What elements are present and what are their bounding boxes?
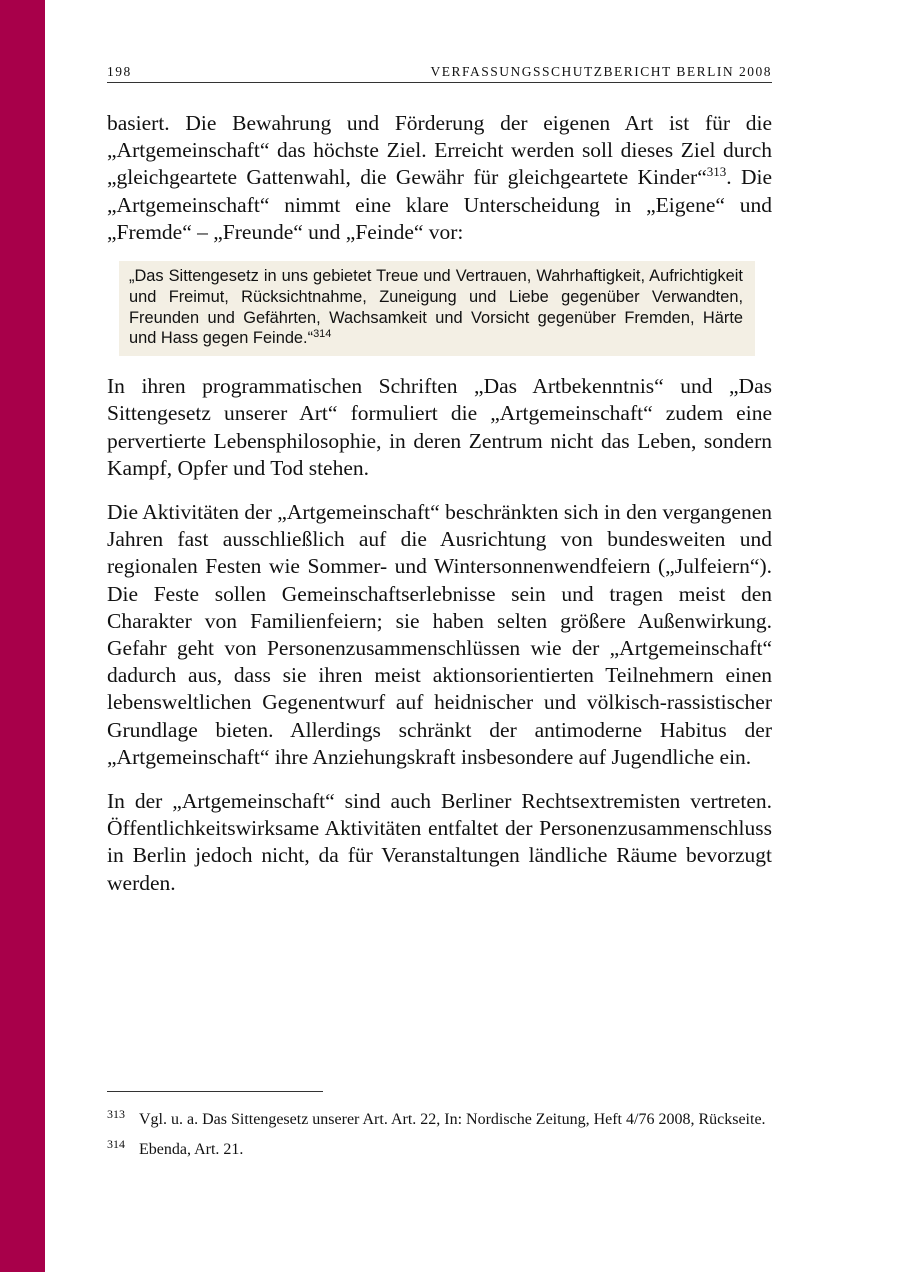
footnote-reference-313: 313: [706, 164, 727, 180]
running-header: [107, 64, 772, 83]
footnote-314: [107, 1136, 772, 1161]
footnote-number: 314: [107, 1136, 125, 1151]
page-number: 198: [107, 64, 132, 79]
paragraph-2: In ihren programmatischen Schriften „Das Artbekenntnis“ und „Das Sittengesetz unserer Art“ formuliert die „Artgemeinschaft“ zudem eine pervertierte Lebensphilosophie, in deren Zentrum nicht das Leben, sondern Kampf, Opfer und Tod stehen.: [107, 374, 772, 480]
footnote-313: [107, 1109, 772, 1131]
paragraph-1-text-b: . Die „Artgemeinschaft“ nimmt eine klare Unterscheidung in „Eigene“ und „Fremde“ – „Freunde“ und „Feinde“ vor:: [107, 165, 772, 244]
footnote-text: Ebenda, Art. 21.: [139, 1140, 244, 1158]
footnote-text: Vgl. u. a. Das Sittengesetz unserer Art. Art. 22, In: Nordische Zeitung, Heft 4/76 2008, Rückseite.: [139, 1111, 766, 1128]
body-text: [107, 110, 772, 914]
quotation-text: „Das Sittengesetz in uns gebietet Treue und Vertrauen, Wahrhaftigkeit, Aufrichtigkeit und Freimut, Rücksichtnahme, Zuneigung und Liebe gegenüber Verwandten, Freunden und Gefährten, Wachsamkeit und Vorsicht gegenüber Fremden, Härte und Hass gegen Feinde.“: [129, 267, 743, 348]
footnote-separator: [107, 1091, 323, 1092]
quotation-box: [119, 261, 755, 356]
footnotes: [107, 1109, 772, 1168]
running-title: VERFASSUNGSSCHUTZBERICHT BERLIN 2008: [430, 64, 772, 79]
paragraph-1: [107, 110, 772, 246]
paragraph-3: Die Aktivitäten der „Artgemeinschaft“ beschränkten sich in den vergangenen Jahren fast ausschließlich auf die Ausrichtung von bundesweiten und regionalen Festen wie Sommer- und Wintersonnenwendfeiern („Julfeiern“). Die Feste sollen Gemeinschaftserlebnisse sein und tragen meist den Charakter von Familienfeiern; sie haben selten größere Außenwirkung. Gefahr geht von Personenzusammenschlüssen wie der „Artgemeinschaft“ dadurch aus, dass sie ihren meist aktionsorientierten Teilnehmern einen lebensweltlichen Gegenentwurf auf heidnischer und völkisch-rassistischer Grundlage bieten. Allerdings schränkt der antimoderne Habitus der „Artgemeinschaft“ ihre Anziehungskraft insbesondere auf Jugendliche ein.: [107, 500, 772, 769]
paragraph-1-text-a: basiert. Die Bewahrung und Förderung der eigenen Art ist für die „Artgemeinschaft“ das höchste Ziel. Erreicht werden soll dieses Ziel durch „gleichgeartete Gattenwahl, die Gewähr für gleichgeartete Kinder“: [107, 111, 772, 190]
paragraph-4: In der „Artgemeinschaft“ sind auch Berliner Rechtsextremisten vertreten. Öffentlichkeitswirksame Aktivitäten entfaltet der Personenzusammenschluss in Berlin jedoch nicht, da für Veranstaltungen ländliche Räume bevorzugt werden.: [107, 789, 772, 895]
footnote-reference-314: 314: [313, 328, 332, 341]
footnote-number: 313: [107, 1107, 125, 1121]
side-color-bar: [0, 0, 45, 1272]
